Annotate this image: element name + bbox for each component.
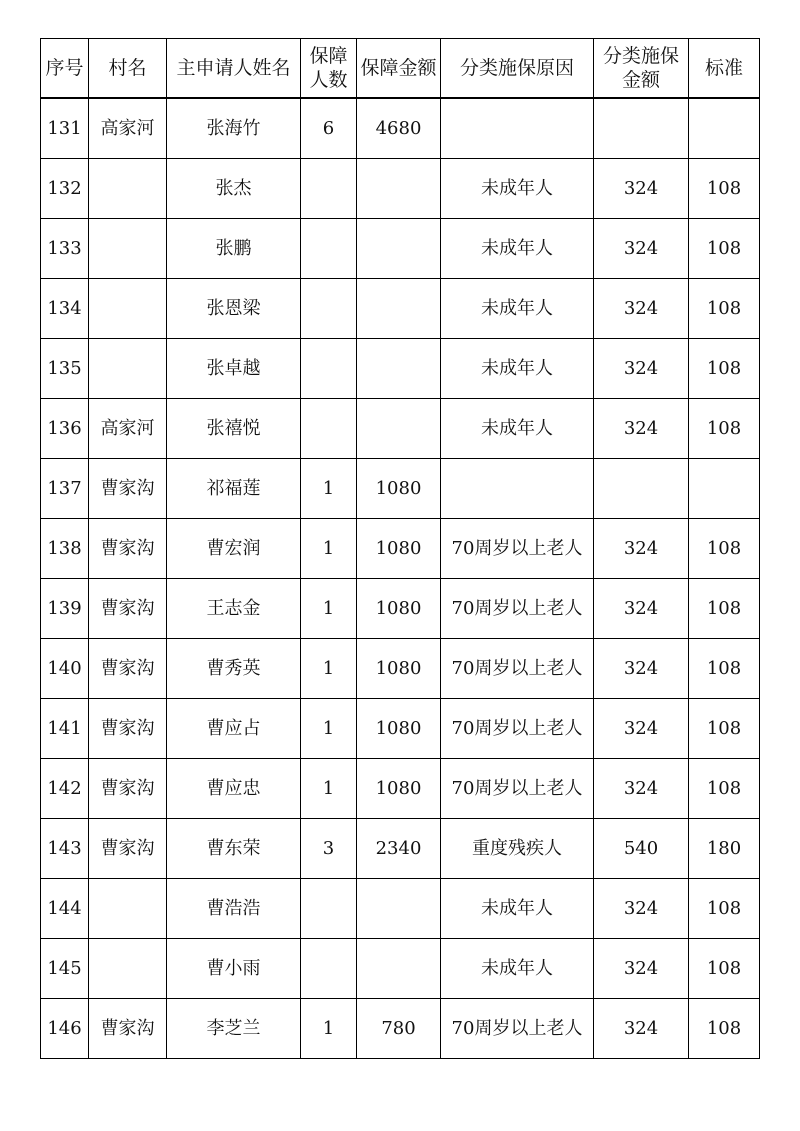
cell-class-amount [594, 459, 689, 519]
cell-class-amount: 324 [594, 519, 689, 579]
table-row [41, 219, 760, 279]
cell-applicant-name: 王志金 [167, 579, 301, 639]
cell-reason: 70周岁以上老人 [441, 759, 594, 819]
cell-standard: 108 [689, 699, 760, 759]
cell-persons: 1 [301, 699, 357, 759]
cell-standard: 108 [689, 759, 760, 819]
cell-reason: 未成年人 [441, 399, 594, 459]
cell-applicant-name: 曹应占 [167, 699, 301, 759]
header-amount: 保障金额 [357, 39, 441, 99]
cell-seq: 134 [41, 279, 89, 339]
cell-village [89, 939, 167, 999]
cell-seq: 137 [41, 459, 89, 519]
cell-standard: 108 [689, 219, 760, 279]
table-row [41, 759, 760, 819]
cell-applicant-name: 张海竹 [167, 98, 301, 159]
cell-amount: 1080 [357, 639, 441, 699]
cell-amount [357, 279, 441, 339]
cell-applicant-name: 曹秀英 [167, 639, 301, 699]
cell-seq: 145 [41, 939, 89, 999]
cell-applicant-name: 曹东荣 [167, 819, 301, 879]
header-class-amount: 分类施保金额 [594, 39, 689, 99]
cell-reason [441, 98, 594, 159]
cell-applicant-name: 张鹏 [167, 219, 301, 279]
cell-class-amount [594, 98, 689, 159]
table-row [41, 579, 760, 639]
cell-seq: 133 [41, 219, 89, 279]
cell-standard [689, 98, 760, 159]
cell-seq: 132 [41, 159, 89, 219]
cell-standard: 108 [689, 519, 760, 579]
table-row [41, 699, 760, 759]
table-row [41, 279, 760, 339]
cell-applicant-name: 张禧悦 [167, 399, 301, 459]
cell-amount: 780 [357, 999, 441, 1059]
cell-village [89, 339, 167, 399]
cell-standard: 108 [689, 639, 760, 699]
cell-class-amount: 324 [594, 159, 689, 219]
cell-amount: 1080 [357, 759, 441, 819]
cell-amount [357, 159, 441, 219]
cell-amount: 1080 [357, 579, 441, 639]
cell-village: 曹家沟 [89, 699, 167, 759]
cell-class-amount: 324 [594, 399, 689, 459]
cell-standard: 108 [689, 399, 760, 459]
cell-applicant-name: 李芝兰 [167, 999, 301, 1059]
cell-persons [301, 939, 357, 999]
cell-seq: 142 [41, 759, 89, 819]
cell-seq: 136 [41, 399, 89, 459]
cell-reason: 未成年人 [441, 939, 594, 999]
cell-persons: 1 [301, 579, 357, 639]
cell-amount: 1080 [357, 699, 441, 759]
cell-seq: 146 [41, 999, 89, 1059]
cell-standard: 180 [689, 819, 760, 879]
header-applicant: 主申请人姓名 [167, 39, 301, 99]
cell-applicant-name: 祁福莲 [167, 459, 301, 519]
cell-class-amount: 324 [594, 999, 689, 1059]
cell-village: 曹家沟 [89, 579, 167, 639]
cell-persons: 1 [301, 459, 357, 519]
cell-class-amount: 540 [594, 819, 689, 879]
table-row [41, 639, 760, 699]
cell-amount [357, 219, 441, 279]
cell-seq: 135 [41, 339, 89, 399]
header-reason: 分类施保原因 [441, 39, 594, 99]
cell-village: 高家河 [89, 98, 167, 159]
cell-class-amount: 324 [594, 759, 689, 819]
cell-standard: 108 [689, 279, 760, 339]
header-persons: 保障人数 [301, 39, 357, 99]
cell-reason: 70周岁以上老人 [441, 639, 594, 699]
cell-village: 曹家沟 [89, 999, 167, 1059]
cell-applicant-name: 张杰 [167, 159, 301, 219]
table-row [41, 819, 760, 879]
table-row [41, 879, 760, 939]
cell-applicant-name: 曹应忠 [167, 759, 301, 819]
cell-amount: 1080 [357, 519, 441, 579]
cell-reason: 70周岁以上老人 [441, 699, 594, 759]
cell-persons [301, 219, 357, 279]
table-row [41, 98, 760, 159]
cell-standard: 108 [689, 879, 760, 939]
assistance-table [40, 38, 760, 1059]
cell-class-amount: 324 [594, 339, 689, 399]
cell-standard: 108 [689, 999, 760, 1059]
cell-amount: 1080 [357, 459, 441, 519]
cell-persons: 6 [301, 98, 357, 159]
header-seq: 序号 [41, 39, 89, 99]
cell-applicant-name: 张恩梁 [167, 279, 301, 339]
cell-persons [301, 279, 357, 339]
cell-seq: 131 [41, 98, 89, 159]
cell-reason: 未成年人 [441, 339, 594, 399]
table-row [41, 159, 760, 219]
cell-seq: 139 [41, 579, 89, 639]
cell-amount: 4680 [357, 98, 441, 159]
cell-reason: 70周岁以上老人 [441, 579, 594, 639]
header-village: 村名 [89, 39, 167, 99]
header-standard: 标准 [689, 39, 760, 99]
cell-class-amount: 324 [594, 879, 689, 939]
cell-seq: 144 [41, 879, 89, 939]
cell-village [89, 279, 167, 339]
cell-persons: 3 [301, 819, 357, 879]
cell-applicant-name: 曹宏润 [167, 519, 301, 579]
cell-village [89, 159, 167, 219]
cell-class-amount: 324 [594, 279, 689, 339]
cell-persons [301, 879, 357, 939]
cell-class-amount: 324 [594, 579, 689, 639]
cell-standard: 108 [689, 339, 760, 399]
cell-persons [301, 159, 357, 219]
cell-reason: 70周岁以上老人 [441, 999, 594, 1059]
cell-standard [689, 459, 760, 519]
cell-class-amount: 324 [594, 639, 689, 699]
table-row [41, 519, 760, 579]
cell-village [89, 879, 167, 939]
cell-seq: 143 [41, 819, 89, 879]
cell-reason: 70周岁以上老人 [441, 519, 594, 579]
cell-amount [357, 399, 441, 459]
cell-village [89, 219, 167, 279]
table-row [41, 939, 760, 999]
cell-reason: 未成年人 [441, 279, 594, 339]
cell-standard: 108 [689, 939, 760, 999]
cell-village: 曹家沟 [89, 519, 167, 579]
cell-persons: 1 [301, 519, 357, 579]
header-row [41, 39, 760, 99]
cell-persons: 1 [301, 999, 357, 1059]
cell-reason: 未成年人 [441, 879, 594, 939]
cell-reason: 未成年人 [441, 159, 594, 219]
cell-standard: 108 [689, 579, 760, 639]
cell-applicant-name: 曹浩浩 [167, 879, 301, 939]
table-row [41, 399, 760, 459]
cell-amount [357, 879, 441, 939]
cell-applicant-name: 曹小雨 [167, 939, 301, 999]
cell-reason [441, 459, 594, 519]
cell-applicant-name: 张卓越 [167, 339, 301, 399]
cell-seq: 141 [41, 699, 89, 759]
cell-amount [357, 339, 441, 399]
cell-persons: 1 [301, 759, 357, 819]
cell-class-amount: 324 [594, 939, 689, 999]
cell-persons: 1 [301, 639, 357, 699]
cell-class-amount: 324 [594, 699, 689, 759]
cell-village: 曹家沟 [89, 819, 167, 879]
cell-reason: 重度残疾人 [441, 819, 594, 879]
cell-amount [357, 939, 441, 999]
cell-persons [301, 399, 357, 459]
cell-village: 曹家沟 [89, 639, 167, 699]
table-row [41, 999, 760, 1059]
cell-reason: 未成年人 [441, 219, 594, 279]
cell-seq: 140 [41, 639, 89, 699]
cell-amount: 2340 [357, 819, 441, 879]
cell-seq: 138 [41, 519, 89, 579]
table-row [41, 459, 760, 519]
table-row [41, 339, 760, 399]
cell-class-amount: 324 [594, 219, 689, 279]
cell-village: 曹家沟 [89, 459, 167, 519]
cell-village: 高家河 [89, 399, 167, 459]
cell-standard: 108 [689, 159, 760, 219]
cell-persons [301, 339, 357, 399]
cell-village: 曹家沟 [89, 759, 167, 819]
